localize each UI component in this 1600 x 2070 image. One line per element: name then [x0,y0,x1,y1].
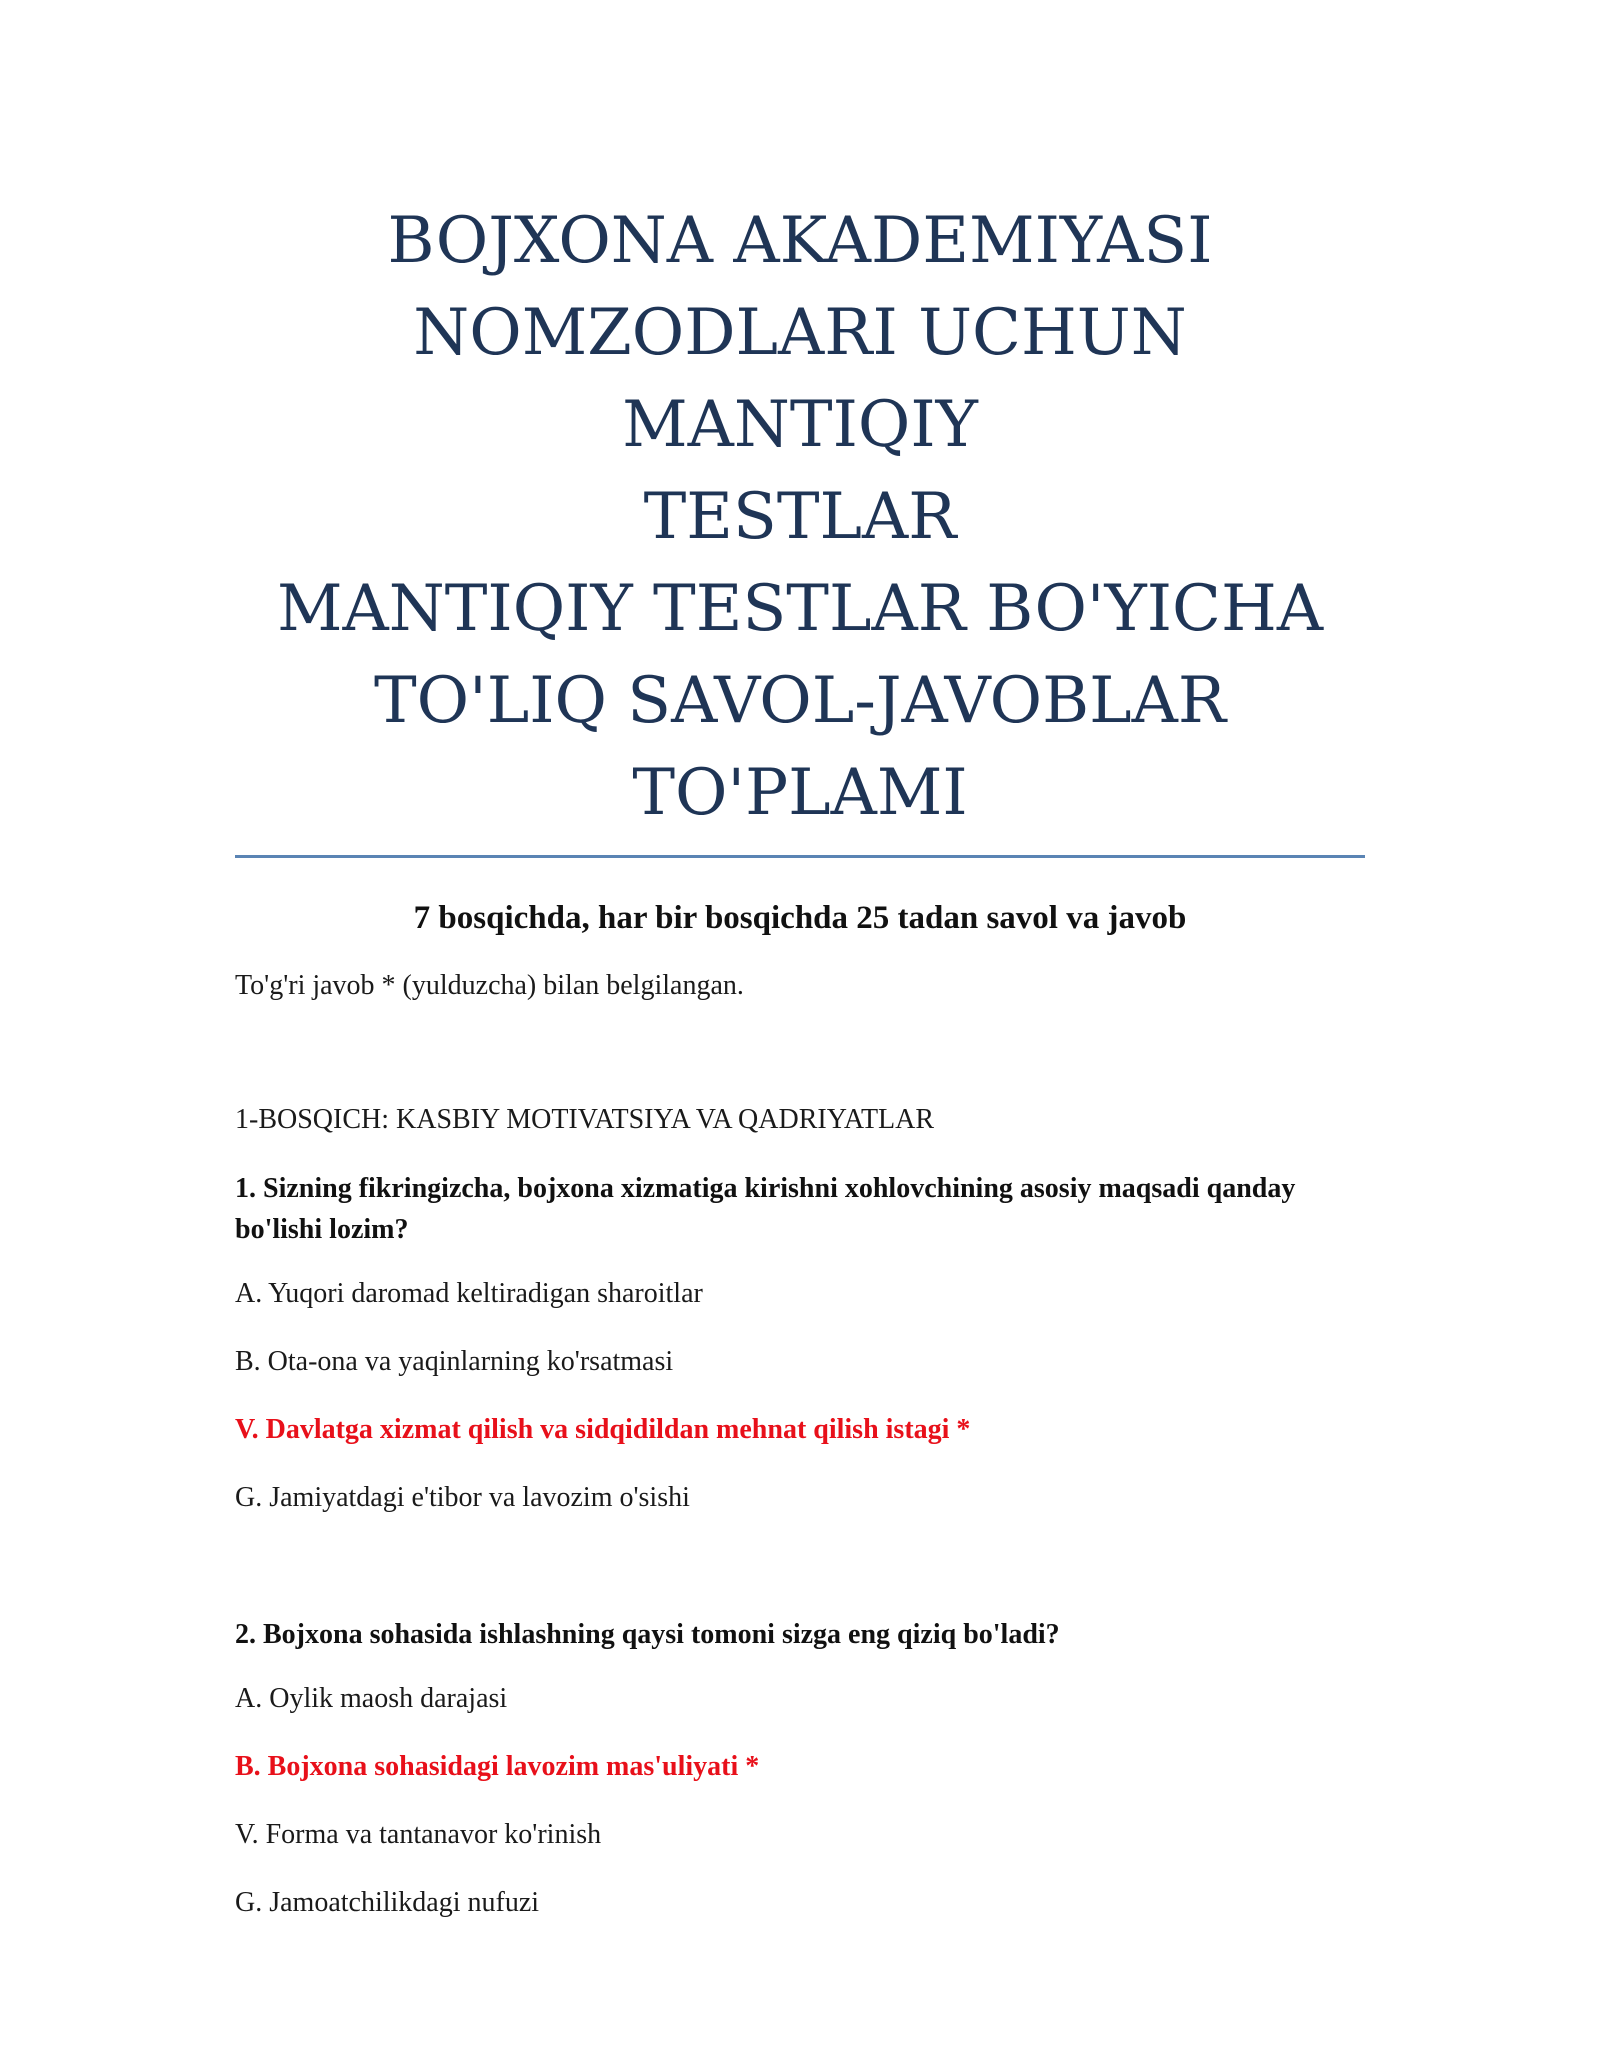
title-line: TESTLAR [643,480,957,554]
title-line: BOJXONA AKADEMIYASI [387,204,1213,278]
stage-heading: 1-BOSQICH: KASBIY MOTIVATSIYA VA QADRIYATLAR [235,1104,935,1135]
answer-option: A. Oylik maosh darajasi [235,1683,508,1714]
answer-option: A. Yuqori daromad keltiradigan sharoitlar [235,1278,703,1309]
title-line: TO'PLAMI [632,756,968,830]
document-title [235,195,1365,839]
document-page [235,0,1365,1921]
title-divider [235,855,1365,858]
title-line: NOMZODLARI UCHUN MANTIQIY [413,296,1187,462]
answer-key-note: To'g'ri javob * (yulduzcha) bilan belgilangan. [235,970,744,1001]
question-text: 1. Sizning fikringizcha, bojxona xizmatiga kirishni xohlovchining asosiy maqsadi qanday bo'lishi lozim? [235,1173,1296,1245]
answer-option: B. Ota-ona va yaqinlarning ko'rsatmasi [235,1346,674,1377]
answer-option: G. Jamoatchilikdagi nufuzi [235,1887,540,1918]
document-subtitle: 7 bosqichda, har bir bosqichda 25 tadan savol va javob [413,900,1187,936]
correct-answer-option: V. Davlatga xizmat qilish va sidqidildan mehnat qilish istagi * [235,1414,971,1445]
title-line: MANTIQIY TESTLAR BO'YICHA [276,572,1324,646]
correct-answer-option: B. Bojxona sohasidagi lavozim mas'uliyati * [235,1751,760,1782]
title-line: TO'LIQ SAVOL-JAVOBLAR [373,664,1227,738]
question-text: 2. Bojxona sohasida ishlashning qaysi tomoni sizga eng qiziq bo'ladi? [235,1619,1060,1650]
answer-option: G. Jamiyatdagi e'tibor va lavozim o'sishi [235,1482,690,1513]
answer-option: V. Forma va tantanavor ko'rinish [235,1819,602,1850]
